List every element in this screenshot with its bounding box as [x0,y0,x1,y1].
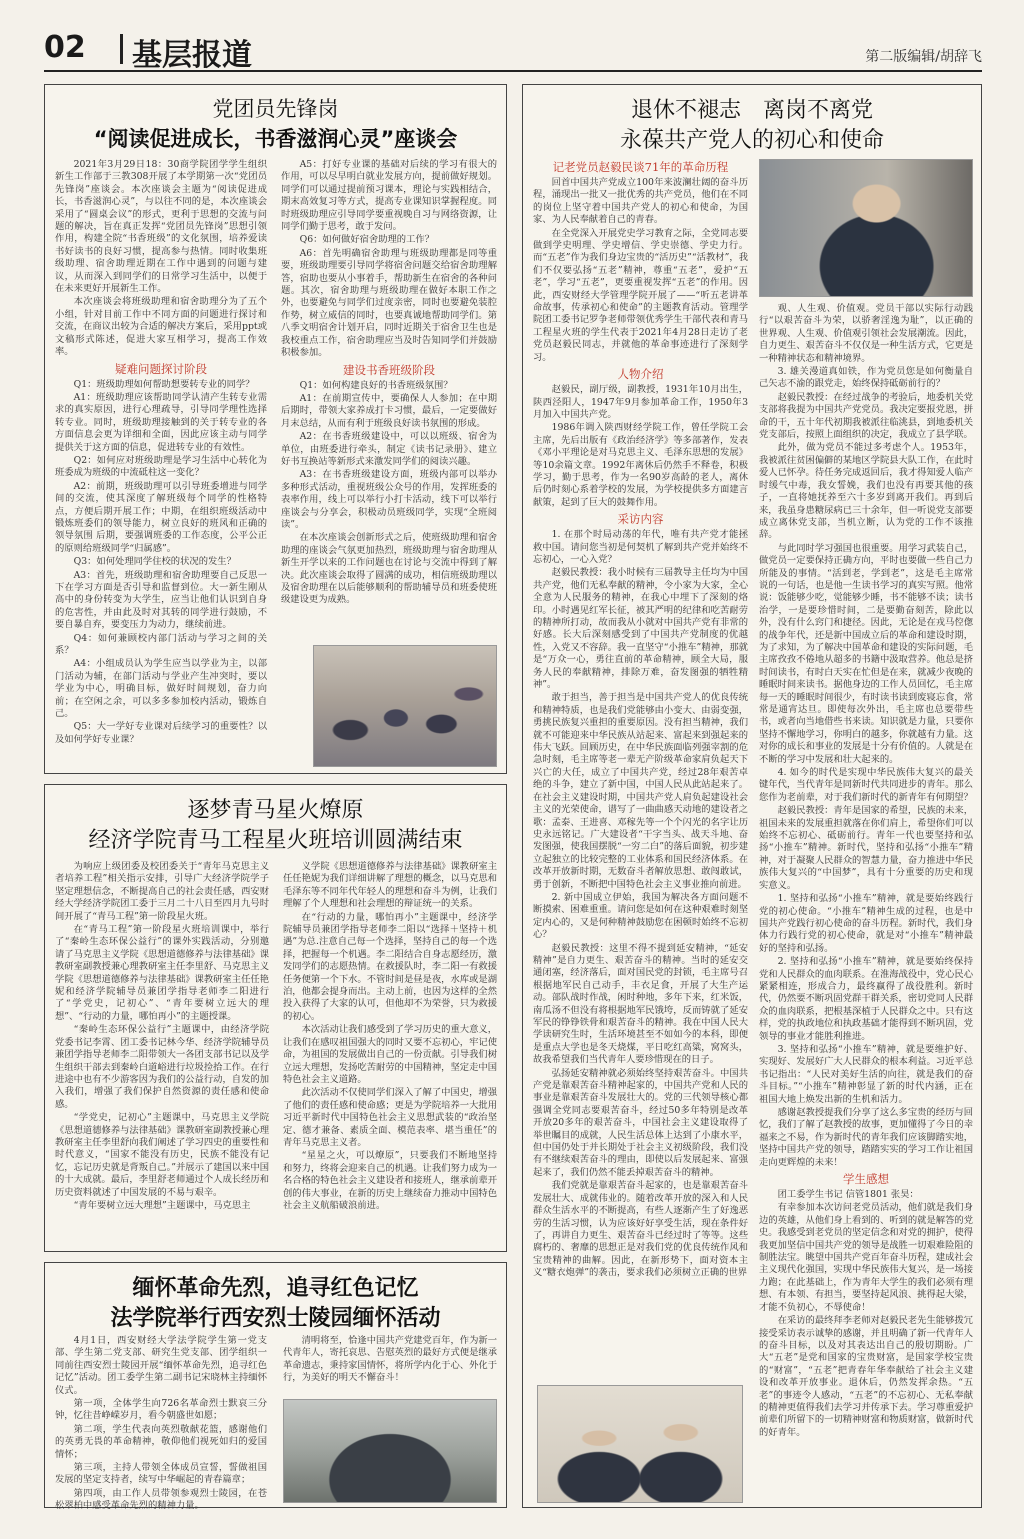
paragraph: A3：首先，班级助理和宿舍助理要自己反思一下在学习方面是否引导和监督到位。大一新生刚从高中的身份转变为大学生，应当让他们认识到自身的危害性，并由此及时对其转的同学进行鼓励，不要自暴自弃，要变压力为动力，继续前进。 [55,569,267,631]
article-3-title-line1: 缅怀革命先烈，追寻红色记忆 [132,1276,419,1301]
paragraph: 第二项，学生代表向英烈敬献花篮，感谢他们的英勇无畏的革命精神，敬仰他们视死如归的爱国情怀； [55,1423,267,1460]
article-youth-training [44,784,507,1252]
article-2-title-line1: 逐梦青马星火燎原 [187,798,364,823]
paragraph: 3. 雄关漫道真如铁，作为党员您是如何衡量自己矢志不渝的跟党走，始终保持砥砺前行的？ [759,366,973,390]
paragraph: 回首中国共产党成立100年来波澜壮阔的奋斗历程，涌现出一批又一批优秀的共产党员，他们在不同的岗位上坚守着中国共产党人的初心和使命，为国家、为人民奉献着自己的青春。 [533,177,748,226]
paragraph: 2. 新中国成立伊始，我国为解决各方面问题不断摸索、困难重重。请问您是如何在这种艰难时刻坚定内心的，又是何种精神鼓励您在困顿时始终不忘初心？ [533,891,748,941]
paragraph: 赵毅民，副厅级，副教授，1931年10月出生，陕西泾阳人，1947年9月参加革命工作，1950年3月加入中国共产党。 [533,384,748,420]
page-number: 02 [44,30,86,65]
paragraph: 与此同时学习强国也很重要。用学习武装自己，做党员一定要保持正确方向，平时也要做一些自己力所能及的事情。“活到老，学到老”，这是毛主席常说的一句话，也是他一生读书学习的真实写照。他常说：饭能够少吃，觉能够少睡，书不能够不读；读书治学，一是要珍惜时间，二是要勤奋刻苦，除此以外，没有什么窍门和捷径。因此，无论是在戎马倥偬的战争年代，还是新中国成立后的革命和建设时期，为了求知，为了解决中国革命和建设的实际问题，毛主席孜孜不倦地从超多的书籍中汲取营养。他总是挤时间读书，有时白天实在忙但是在来，就减少夜晚的睡眠时间来读书。据他身边的工作人员回忆，毛主席每一天的睡眠时间很少，有时读书读到废寝忘食，常常是通宵达旦。即使每次外出，毛主席也总要带些书，或者向当地借些书来读。知识就是力量，只要你坚持不懈地学习，你明白的越多，你就越有力量。这对你的成长和事业的发展是十分有价值的。人就是在不断的学习中发展和壮大起来的。 [759,542,973,765]
editor-credit: 第二版编辑/胡辞飞 [865,49,982,65]
article-4-title-line2: 永葆共产党人的初心和使命 [619,128,884,153]
paragraph: Q2：如何应对班级助理是学习生活中心转化为班委成为班级的中流砥柱这一变化？ [55,454,267,479]
photo-memorial-ceremony [283,1399,497,1503]
article-1-title-line1: 党团员先锋岗 [212,97,339,121]
paragraph: “星星之火，可以燎原”，只要我们不断地坚持和努力，终将会迎来自己的机遇。让我们努力成为一名合格的特色社会主义建设者和接班人，继承前辈开创的伟大事业，在新的历史上继续奋力推动中国特色社会主义航船破浪前进。 [283,1150,497,1211]
article-1-column-2 [281,159,497,643]
article-3-column-1 [55,1335,267,1512]
paragraph: 观、人生观、价值观。党员干部以实际行动践行“以艰苦奋斗为荣，以骄奢淫逸为耻”，以正确的世界观、人生观、价值观引领社会发展潮流。因此，自力更生、艰苦奋斗不仅仅是一种生活方式，它更是一种精神状态和精神境界。 [759,303,973,364]
article-2-column-1 [55,861,269,1245]
paragraph: 在采访的最终拜李老师对赵毅民老先生能够拨冗接受采访表示诚挚的感谢，并且明确了新一代青年人的奋斗目标，以及对其表达出自己的殷切期盼。广大“五老”是党和国家的宝贵财富，是国家学校宝贵的“财富”，“五老”把青春年华奉献给了社会主义建设和改革开放事业。退休后，仍然发挥余热。“五老”的事迹令人感动，“五老”的不忘初心、无私奉献的精神更值得我们去学习并传承下去。学习尊重爱护前辈们所留下的一切精神财富和物质财富，做新时代的好青年。 [759,1315,973,1438]
paragraph: 本次座谈会将班级助理和宿舍助理分为了五个小组，针对目前工作中不同方面的问题进行探讨和交流，在商议出较为合适的解决方案后，采用ppt或文稿形式陈述，促进大家互相学习，提高工作效率。 [55,296,267,358]
paragraph: 第四项，由工作人员带领参观烈士陵园，在苍松翠柏中感受革命先烈的精神力量。 [55,1487,267,1512]
article-1-column-1 [55,159,267,765]
paragraph: “青年要树立远大理想”主题课中，马克思主 [73,1199,251,1211]
paragraph: 赵毅民教授：在经过战争的考验后，地委机关党支部将我提为中国共产党党员。我决定要报党恩，拼命的干，五十年代初期我被派往临洮县，到地委机关党支部后，按照上面组织的决定，我成立了县学联。 [759,391,973,441]
photo-interview-visit [537,1385,743,1503]
paragraph: A3：在书香班级建设方面，班级内部可以举办多种形式活动，重视班级公众号的作用，发挥班委的表率作用，线上可以举行小打卡活动，线下可以举行座谈会与分享会，积极动员班级同学，实现“全班阅读”。 [281,469,497,530]
paragraph: 此外，做为党员不能过多考虑个人。1953年，我被派往贫困偏僻的某地区学院县大队工作，在此时爱人已怀孕。待任务完成返回后，我才得知爱人临产时缓气中毒，我女誓娩，我们也没有再要其他的孩子，一直将她抚养至六十多岁到离开我们。再到后来，我虽身患糖尿病已三十余年，但一听说党支部要成立离休党支部，当机立断，认为党的工作不该推辞。 [759,442,973,541]
subheading-student-reflection: 学生感想 [843,1172,889,1187]
paragraph: Q1：如何构建良好的书香班级氛围？ [299,379,453,391]
photo-roundtable-meeting [313,645,497,767]
paragraph: A2：前期，班级助理可以引导班委增进与同学间的交流，使其深度了解班级每个同学的性格特点，方便后期开展工作；中期，在组织班级活动中锻炼班委们的领导能力，树立良好的班风和正确的领导氛围 后期，要强调班委的工作态度，公平公正的原则给班级同学“归属感”。 [55,480,267,554]
paragraph: 2. 坚持和弘扬“小推车”精神，就是要始终保持党和人民群众的血肉联系。在淮海战役中，党心民心紧紧相连，形成合力，最终赢得了战役胜利。新时代，仍然要不断巩固党群干群关系，密切党同人民群众的血肉联系，把根基深植于人民群众之中。只有这样，党的执政地位和执政基础才能得到不断巩固，党领导的事业才能胜利推进。 [759,956,973,1042]
article-1-title-line2: “阅读促进成长，书香滋润心灵”座谈会 [93,127,458,151]
paragraph: 弘扬延安精神就必须始终坚持艰苦奋斗。中国共产党是靠艰苦奋斗精神起家的，中国共产党和人民的事业是靠艰苦奋斗发展壮大的。党的三代领导核心都强调全党同志要艰苦奋斗，经过50多年特别是改革开放20多年的艰苦奋斗，中国社会主义建设取得了举世瞩目的成就，人民生活总体上达到了小康水平，但中国仍处于并长期处于社会主义初级阶段，我们没有不继续艰苦奋斗的理由，即使以后发展起来、富强起来了，我们仍然不能丢掉艰苦奋斗的精神。 [533,1067,748,1178]
paragraph: A5：打好专业课的基础对后续的学习有很大的作用，可以尽早明白就业发展方向，提前做好规划。同学们可以通过提前预习课本，理论与实践相结合，期末高效复习等方式，提高专业课知识掌握程度。同时班级助理应引导同学要重视晚自习与网络资源，让同学们勤于思考，敢于发问。 [281,159,497,233]
article-4-title-line1: 退休不褪志 离岗不离党 [630,98,873,123]
paragraph: 感谢赵教授提我们分享了这么多宝贵的经历与回忆，我们了解了赵教授的故事，更加懂得了今日的幸福来之不易，作为新时代的青年我们应该脚踏实地，坚持中国共产党的领导，踏踏实实的学习工作让祖国走向更辉煌的未来！ [759,1107,973,1168]
paragraph: 第一项，全体学生向726名革命烈士默哀三分钟，忆往昔峥嵘岁月，看今朝盛世如愿； [55,1398,267,1422]
paragraph: 在“行动的力量，哪怕再小”主题课中，经济学院辅导员兼团学指导老师李二阳以“选择＋坚持＋机遇”为总.注意自己每一个选择，坚持自己的每一个选择，把握每一个机遇。李二阳结合自身志愿经历，激发同学们的志愿热情。在救援队时，李二阳一有救援任务便第一个下水。不管时间是昼是夜，水库或是湖泊，他都会提身而出。主动上前，也因为这样的全然投入获得了大家的认可，但他却不为荣誉，只为救援的初心。 [283,911,497,1022]
paragraph: 1. 在那个时局动荡的年代，唯有共产党才能拯救中国。请问您当初是何契机了解到共产党并始终不忘初心，一心入党？ [533,529,748,565]
paragraph: 敢于担当，善于担当是中国共产党人的优良传统和精神特质，也是我们党能够由小变大、由弱变强，勇挑民族复兴重担的重要原因。没有担当精神，我们就不可能迎来中华民族从站起来、富起来到强起来的伟大飞跃。回顾历史，在中华民族面临列强宰割的危急时刻，毛主席等老一辈无产阶级革命家肩负起天下兴亡的大任，成立了中国共产党，经过28年艰苦卓绝的斗争，建立了新中国，中国人民从此站起来了。在社会主义建设时期，中国共产党人肩负起建设社会主义的光荣使命，谱写了一曲曲感天动地的建设者之歌：孟泰、王进喜、邓稼先等一个个闪光的名字让历史永远铭记。广大建设者“干字当头、战天斗地、奋发图强，使我国摆脱“一穷二白”的落后面貌，初步建立起独立的比较完整的工业体系和国民经济体系。在改革开放新时期，无数奋斗者解放思想、敢闯敢试，勇于创新，不断把中国特色社会主义事业推向前进。 [533,692,748,890]
article-2-title-line2: 经济学院青马工程星火班培训圆满结束 [88,828,463,853]
paragraph: 2021年3月29日18：30商学院团学学生组织新生工作部于三教308开展了本学期第一次“党团员先锋岗”座谈会。本次座谈会主题为“阅读促进成长，书香滋润心灵”，与以往不同的是，本次座谈会采用了“圆桌会议”的形式，更利于思想的交流与问题的解决，旨在真正发挥“党团员先锋岗”思想引领作用，构建全院“书香班级”的文化氛围，培养爱读书好读书的良好习惯，提高参与热情。同时收集班级助理、宿舍助理近期在工作中遇到的问题与建议，从而深入到同学们的日常学习生活中，以便于在未来更好开展新生工作。 [55,159,267,295]
article-veteran-interview [522,84,982,1508]
article-3-title-line2: 法学院举行西安烈士陵园缅怀活动 [110,1306,441,1331]
header-divider [120,34,123,64]
paragraph: 第三项，主持人带领全体成员宣誓，誓做祖国发展的坚定支持者，续写中华崛起的青春篇章； [55,1462,267,1486]
subheading-revolution-history: 记老党员赵毅民谈71年的革命历程 [552,160,729,174]
paragraph: 在“青马工程”第一阶段星火班培训课中，举行了“秦岭生态环保公益行”的课外实践活动，分别邀请了马克思主义学院《思想道德修养与法律基础》课教研室副教授兼心理教研室主任李里舒、马克思主义学院《思想道德修养与法律基础》课教研室主任任艳妮和经济学院辅导员兼团学指导老师李二阳进行了“学党史，记初心”、“青年要树立远大的理想”、“行动的力量，哪怕再小”的主题授课。 [55,924,269,1022]
paragraph: 赵毅民教授：这里不得不提到延安精神，“延安精神”是自力更生、艰苦奋斗的精神。当时的延安交通闭塞，经济落后，面对国民党的封锁，毛主席号召根据地军民自己动手，丰衣足食，开展了大生产运动。部队战时作战，闲时种地，多年下来，红米饭，南瓜汤不但没有将根据地军民饿垮，反而铸就了延安军民的铮铮铁骨和艰苦奋斗的精神。我在中国人民大学读研究生时，生活环境甚至不如如今的本科，即便是重点大学也是冬天烧煤，平日吃红高粱，窝窝头，故我希望我们当代青年人要珍惜现在的日子。 [533,942,748,1066]
article-4-column-1 [533,157,748,1503]
paragraph: A2：在书香班级建设中，可以以班级、宿舍为单位，由班委进行牵头，制定《读书记录册》、建立好书互换站等新形式来激发同学们的阅读兴趣。 [281,431,497,467]
paragraph: 此次活动不仅使同学们深入了解了中国史，增强了他们的责任感和使命感；更是为学院培养一大批用习近平新时代中国特色社会主义思想武装的“政治坚定、德才兼备、素质全面、模范表率、堪当重任”的青年马克思主义者。 [283,1087,497,1148]
paragraph: A1：在前期宣传中，要确保人人参加；在中期后期时，带领大家养成打卡习惯，最后，一定要做好月末总结，从而有利于班级良好读书氛围的形成。 [281,392,497,429]
paragraph: 义学院《思想道德修养与法律基础》课教研室主任任艳妮为我们详细讲解了理想的概念，以马克思和毛泽东等不同年代年轻人的理想和奋斗为例，让我们理解了个人理想和社会理想的辩证统一的关系。 [283,861,497,910]
paragraph: 3. 坚持和弘扬“小推车”精神，就是要维护好、实现好、发展好广大人民群众的根本利益。习近平总书记指出：“人民对美好生活的向往，就是我们的奋斗目标。”“小推车”精神彰显了新的时代内涵，正在祖国大地上焕发出新的生机和活力。 [759,1043,973,1105]
article-martyrs-memorial [44,1262,507,1512]
article-4-column-2 [759,303,973,1503]
paragraph: “学党史，记初心”主题课中，马克思主义学院《思想道德修养与法律基础》课教研室副教授兼心理教研室主任李里舒向我们阐述了学习四史的重要性和时代意义，“国家不能没有历史，民族不能没有记忆，忘记历史就是背叛自己。”并展示了建国以来中国的十大成就。最后，李里舒老师通过个人成长经历和历史资料就述了中国发展的不易与艰辛。 [55,1112,269,1198]
photo-veteran-portrait [759,159,973,297]
paragraph: Q3：如何处理同学住校的状况的发生？ [73,556,236,568]
paragraph: 4. 如今的时代是实现中华民族伟大复兴的最关键年代，当代青年是同新时代共同进步的青年。那么您作为老前辈，对于我们新时代的新青年有何期望？ [759,767,973,803]
article-3-column-2 [283,1335,497,1395]
subheading-book-class: 建设书香班级阶段 [343,362,435,377]
paragraph: 我们党就是靠艰苦奋斗起家的，也是靠艰苦奋斗发展壮大、成就伟业的。随着改革开放的深入和人民群众生活水平的不断提高，有些人逐渐产生了好逸恶劳的生活习惯，认为应该好好享受生活，现在条件好了，再讲自力更生、艰苦奋斗已经过时了等等。这些腐朽的、奢靡的思想正是对我们党的优良传统作风和宝贵精神的曲解。因此，在新形势下，面对资本主义“糖衣炮弹”的袭击，要求我们必须树立正确的世界 [533,1180,748,1279]
paragraph: 团工委学生书记 信管1801 张昊： [777,1189,919,1201]
paragraph: 赵毅民教授：青年是国家的希望，民族的未来，祖国未来的发展重担就落在你们肩上，希望你们可以始终不忘初心、砥砺前行。青年一代也要坚持和弘扬“小推车”精神。新时代，坚持和弘扬“小推车”精神，对于凝聚人民群众的智慧力量，奋力推进中华民族伟大复兴的“中国梦”，具有十分重要的历史和现实意义。 [759,805,973,891]
paragraph: 清明将至，恰逢中国共产党建党百年，作为新一代青年人，寄托哀思、告慰英烈的最好方式便是继承革命遗志，秉持家国情怀，将所学内化于心、外化于行，为美好的明天不懈奋斗！ [283,1335,497,1384]
subheading-problem-discussion: 疑难问题探讨阶段 [115,361,207,376]
paragraph: Q1：班级助理如何帮助想要转专业的同学？ [73,378,255,390]
paragraph: Q5：大一学好专业课对后续学习的重要性？以及如何学好专业课？ [55,721,267,745]
paragraph: A6：首先明确宿舍助理与班级助理都是同等重要，班级助理要引导同学将宿舍问题交给宿舍助理解答，宿助也要从小事着手，帮助新生在宿舍的各种问题。其次，宿舍助理与班级助理在做好本职工作之外，也要避免与同学们过度亲密，同时也要避免装腔作势，树立威信的同时，也要真诚地帮助同学们。第八季文明宿舍计划开启，同时近期关于宿舍卫生也是我校重点工作，宿舍助理应当及时告知同学们并鼓励积极参加。 [281,247,497,359]
section-title: 基层报道 [132,38,252,73]
paragraph: 在全党深入开展党史学习教育之际，全党同志要做到学史明理、学史增信、学史崇德、学史力行。而“五老”作为我们身边宝贵的“活历史”“活教材”，我们不仅要弘扬“五老”精神，尊重“五老”，爱护“五老”，学习“五老”，更要重视发挥“五老”的作用。因此，西安财经大学管理学院开展了——“听五老讲革命故事，传承初心和使命”的主题教育活动。管理学院团工委书记罗争老师带领优秀学生干部代表和青马工程星火班的学生代表于2021年4月28日走访了老党员赵毅民同志，并就他的革命事迹进行了深刻学习。 [533,227,748,363]
paragraph: Q6：如何做好宿舍助理的工作？ [299,234,434,246]
paragraph: 本次活动让我们感受到了学习历史的重大意义，让我们在感叹祖国强大的同时又要不忘初心，牢记使命，为祖国的发展做出自己的一份贡献。引导我们树立远大理想，发扬吃苦耐劳的中国精神，坚定走中国特色社会主义道路。 [283,1024,497,1085]
paragraph: 赵毅民教授：我小时候有三届教导主任均为中国共产党，他们无私奉献的精神，令小家为大家，全心全意为人民服务的精神，在我心中埋下了深刻的烙印。小时遇见红军长征，被其严明的纪律和吃苦耐劳的精神所打动，故而我从小就对中国共产党有非常的好感。长大后深刻感受到了中国共产党制度的优越性，入党又不容辞。我一直坚守“小推车”精神，那就是“万众一心，勇往直前的革命精神，顾全大局，服务人民的奉献精神，排除万难，奋发图强的牺牲精神”。 [533,567,748,691]
paragraph: 有幸参加本次访问老党员活动，他们就是我们身边的英雄，从他们身上看到的、听到的就是解答的党史。我感受到老党员的坚定信念和对党的拥护，使得我更加坚信中国共产党的领导是战胜一切艰难险阻的制胜法宝。眺望中国共产党百年奋斗历程，建成社会主义现代化强国，实现中华民族伟大复兴，是一场接力跑；在此基础上，作为青年大学生的我们必须有理想、有本领、有担当，要坚持起风浪、挑得起大梁，才能不负初心，不辱使命！ [759,1202,973,1313]
paragraph: A4：小组成员认为学生应当以学业为主，以部门活动为辅，在部门活动与学业产生冲突时，要以学业为中心，明确目标，做好时间规划，奋力向前；在空闲之余，可以多多参加校内活动，锻炼自己。 [55,658,267,720]
paragraph: 4月1日，西安财经大学法学院学生第一党支部、学生第二党支部、研究生党支部、团学组织一同前往西安烈士陵园开展“缅怀革命先烈，追寻红色记忆”活动。团工委学生第二副书记宋晓林主持缅怀仪式。 [55,1335,267,1396]
subheading-profile: 人物介绍 [617,367,664,382]
paragraph: “秦岭生态环保公益行”主题课中，由经济学院党委书记李霄、团工委书记林今华、经济学院辅导员兼团学指导老师李二阳带领大一各团支部书记以及学生组织干部去到秦岭白道峪进行垃圾捡拾工作。在行进途中也有不少游客因为我们的公益行动，自发的加入我们，增强了我们保护自然资源的责任感和使命感。 [55,1024,269,1110]
paragraph: 1986年调入陕西财经学院工作，曾任学院工会主席，先后出版有《政治经济学》等多部著作，发表《邓小平理论是对马克思主义、毛泽东思想的发展》等10余篇文章。1992年离休后仍然手不释卷，积极学习，勤于思考，作为一名90岁高龄的老人，离休后仍时刻心系着学校的发展，为学校提供多方面建言献策，起到了巨大的鼓舞作用。 [533,422,748,508]
subheading-interview: 采访内容 [617,512,664,527]
article-reading-forum [44,84,507,774]
page-header [44,30,982,72]
paragraph: 在本次座谈会创新形式之后，使班级助理和宿舍助理的座谈会气氛更加热烈，班级助理与宿舍助理从新生开学以来的工作问题也在讨论与交流中得到了解决。此次座谈会取得了圆满的成功，相信班级助理以及宿舍助理在以后能够顺利的帮助辅导员和班委使班级建设更为成熟。 [281,532,497,606]
paragraph: 1. 坚持和弘扬“小推车”精神，就是要始终践行党的初心使命。“小推车”精神生成的过程，也是中国共产党践行初心使命的奋斗历程。新时代，我们身体力行践行党的初心使命，就是对“小推车”精神最好的坚持和弘扬。 [759,893,973,954]
paragraph: A1：班级助理应该帮助同学认清产生转专业需求的真实原因，进行心理疏导，引导同学理性选择转专业。同时，班级助理接触到的关于转专业的各方面信息会更为详细和全面，因此应该主动与同学提供关于这方面的信息，促进转专业的有效性。 [55,391,267,453]
paragraph: 为响应上级团委及校团委关于“青年马克思主义者培养工程”相关指示安排，引导广大经济学院学子坚定理想信念，不断提高自己的社会责任感，西安财经大学经济学院团工委于三月二十八日至四月九号时间开展了“青马工程”第一阶段星火班。 [55,861,269,922]
paragraph: Q4：如何兼顾校内部门活动与学习之间的关系？ [55,632,267,657]
article-2-column-2 [283,861,497,1245]
